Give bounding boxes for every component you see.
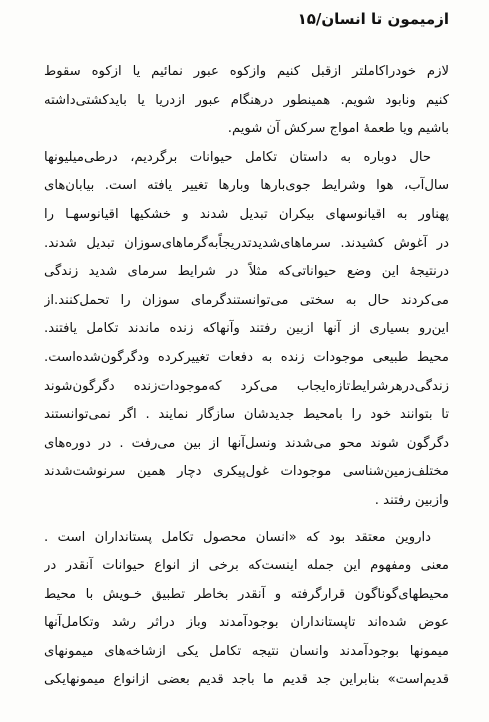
text-line: پهناور به اقیانوسهای بیکران تبدیل شدند و خشکیها اقیانوسهـا را bbox=[44, 206, 449, 222]
text-line: سال‌آب، هوا وشرایط جوی‌بارها وبارها تغییر یافته است. بیابان‌های bbox=[44, 178, 449, 194]
text-line: عوض شده‌اند تاپستانداران بوجودآمدند وباز دراثر رشد وتکامل‌آنها bbox=[44, 615, 449, 631]
text-line: درنتیجهٔ این وضع حیواناتی‌که مثلاً در شرایط سرمای شدید زندگی bbox=[44, 264, 449, 280]
text-line: لازم خودراکاملتر ازقبل کنیم وازکوه عبور نمائیم یا ازکوه سقوط bbox=[44, 64, 449, 79]
text-line: معنی ومفهوم این جمله اینست‌که برخی از انواع حیوانات آنقدر در bbox=[44, 558, 449, 574]
body-text bbox=[44, 58, 449, 695]
text-line: محیطهای‌گوناگون قرارگرفته و آنقدر بخاطر تطبیق خـویش با محیط bbox=[44, 586, 449, 602]
text-line: وازبین رفتند . bbox=[374, 492, 449, 508]
text-line: زندگی‌درهرشرایط‌تازه‌ایجاب می‌کرد که‌موجودات‌زنده دگرگون‌شوند bbox=[44, 378, 449, 394]
text-line: باشیم ویا طعمهٔ امواج سرکش آن شویم. bbox=[227, 121, 449, 137]
text-line: قدیم‌است» بنابراین جد قدیم ما باجد قدیم بعضی ازانواع میمونهایکی bbox=[44, 672, 449, 688]
text-line: داروین معتقد بود که «انسان محصول تکامل پستانداران است . bbox=[44, 529, 431, 545]
running-head: ازمیمون تا انسان/۱۵ bbox=[297, 10, 449, 28]
text-line: در آغوش کشیدند. سرماهای‌شدیدتدریجاً‌به‌گرماهای‌سوزان تبدیل شدند. bbox=[44, 235, 449, 251]
text-line: می‌کردند حال به سختی می‌توانستندگرمای سوزان را تحمل‌کنند.از bbox=[44, 292, 449, 308]
text-line: محیط طبیعی موجودات زنده به دفعات تغییرکرده ودگرگون‌شده‌است. bbox=[44, 349, 449, 365]
text-line: حال دوباره به داستان تکامل حیوانات برگردیم، درطی‌میلیونها bbox=[44, 149, 431, 165]
text-line: کنیم ونابود شویم. همینطور درهنگام عبور ازدریا یا بایدکشتی‌داشته bbox=[44, 92, 449, 108]
text-line: تا بتوانند خود را بامحیط جدیدشان سازگار نمایند . اگر نمی‌توانستند bbox=[44, 407, 449, 423]
text-line: این‌رو بسیاری از آنها ازبین رفتند وآنهاکه زنده ماندند تکامل یافتند. bbox=[44, 321, 449, 337]
text-line: دگرگون شوند محو می‌شدند ونسل‌آنها از بین می‌رفت . در دوره‌های bbox=[44, 435, 449, 451]
page-header bbox=[0, 10, 489, 40]
text-line: مختلف‌زمین‌شناسی موجودات غول‌پیکری دچار همین سرنوشت‌شدند bbox=[44, 464, 449, 480]
text-line: میمونها بوجودآمدند وانسان نتیجه تکامل یکی ازشاخه‌های میمونهای bbox=[44, 643, 449, 659]
